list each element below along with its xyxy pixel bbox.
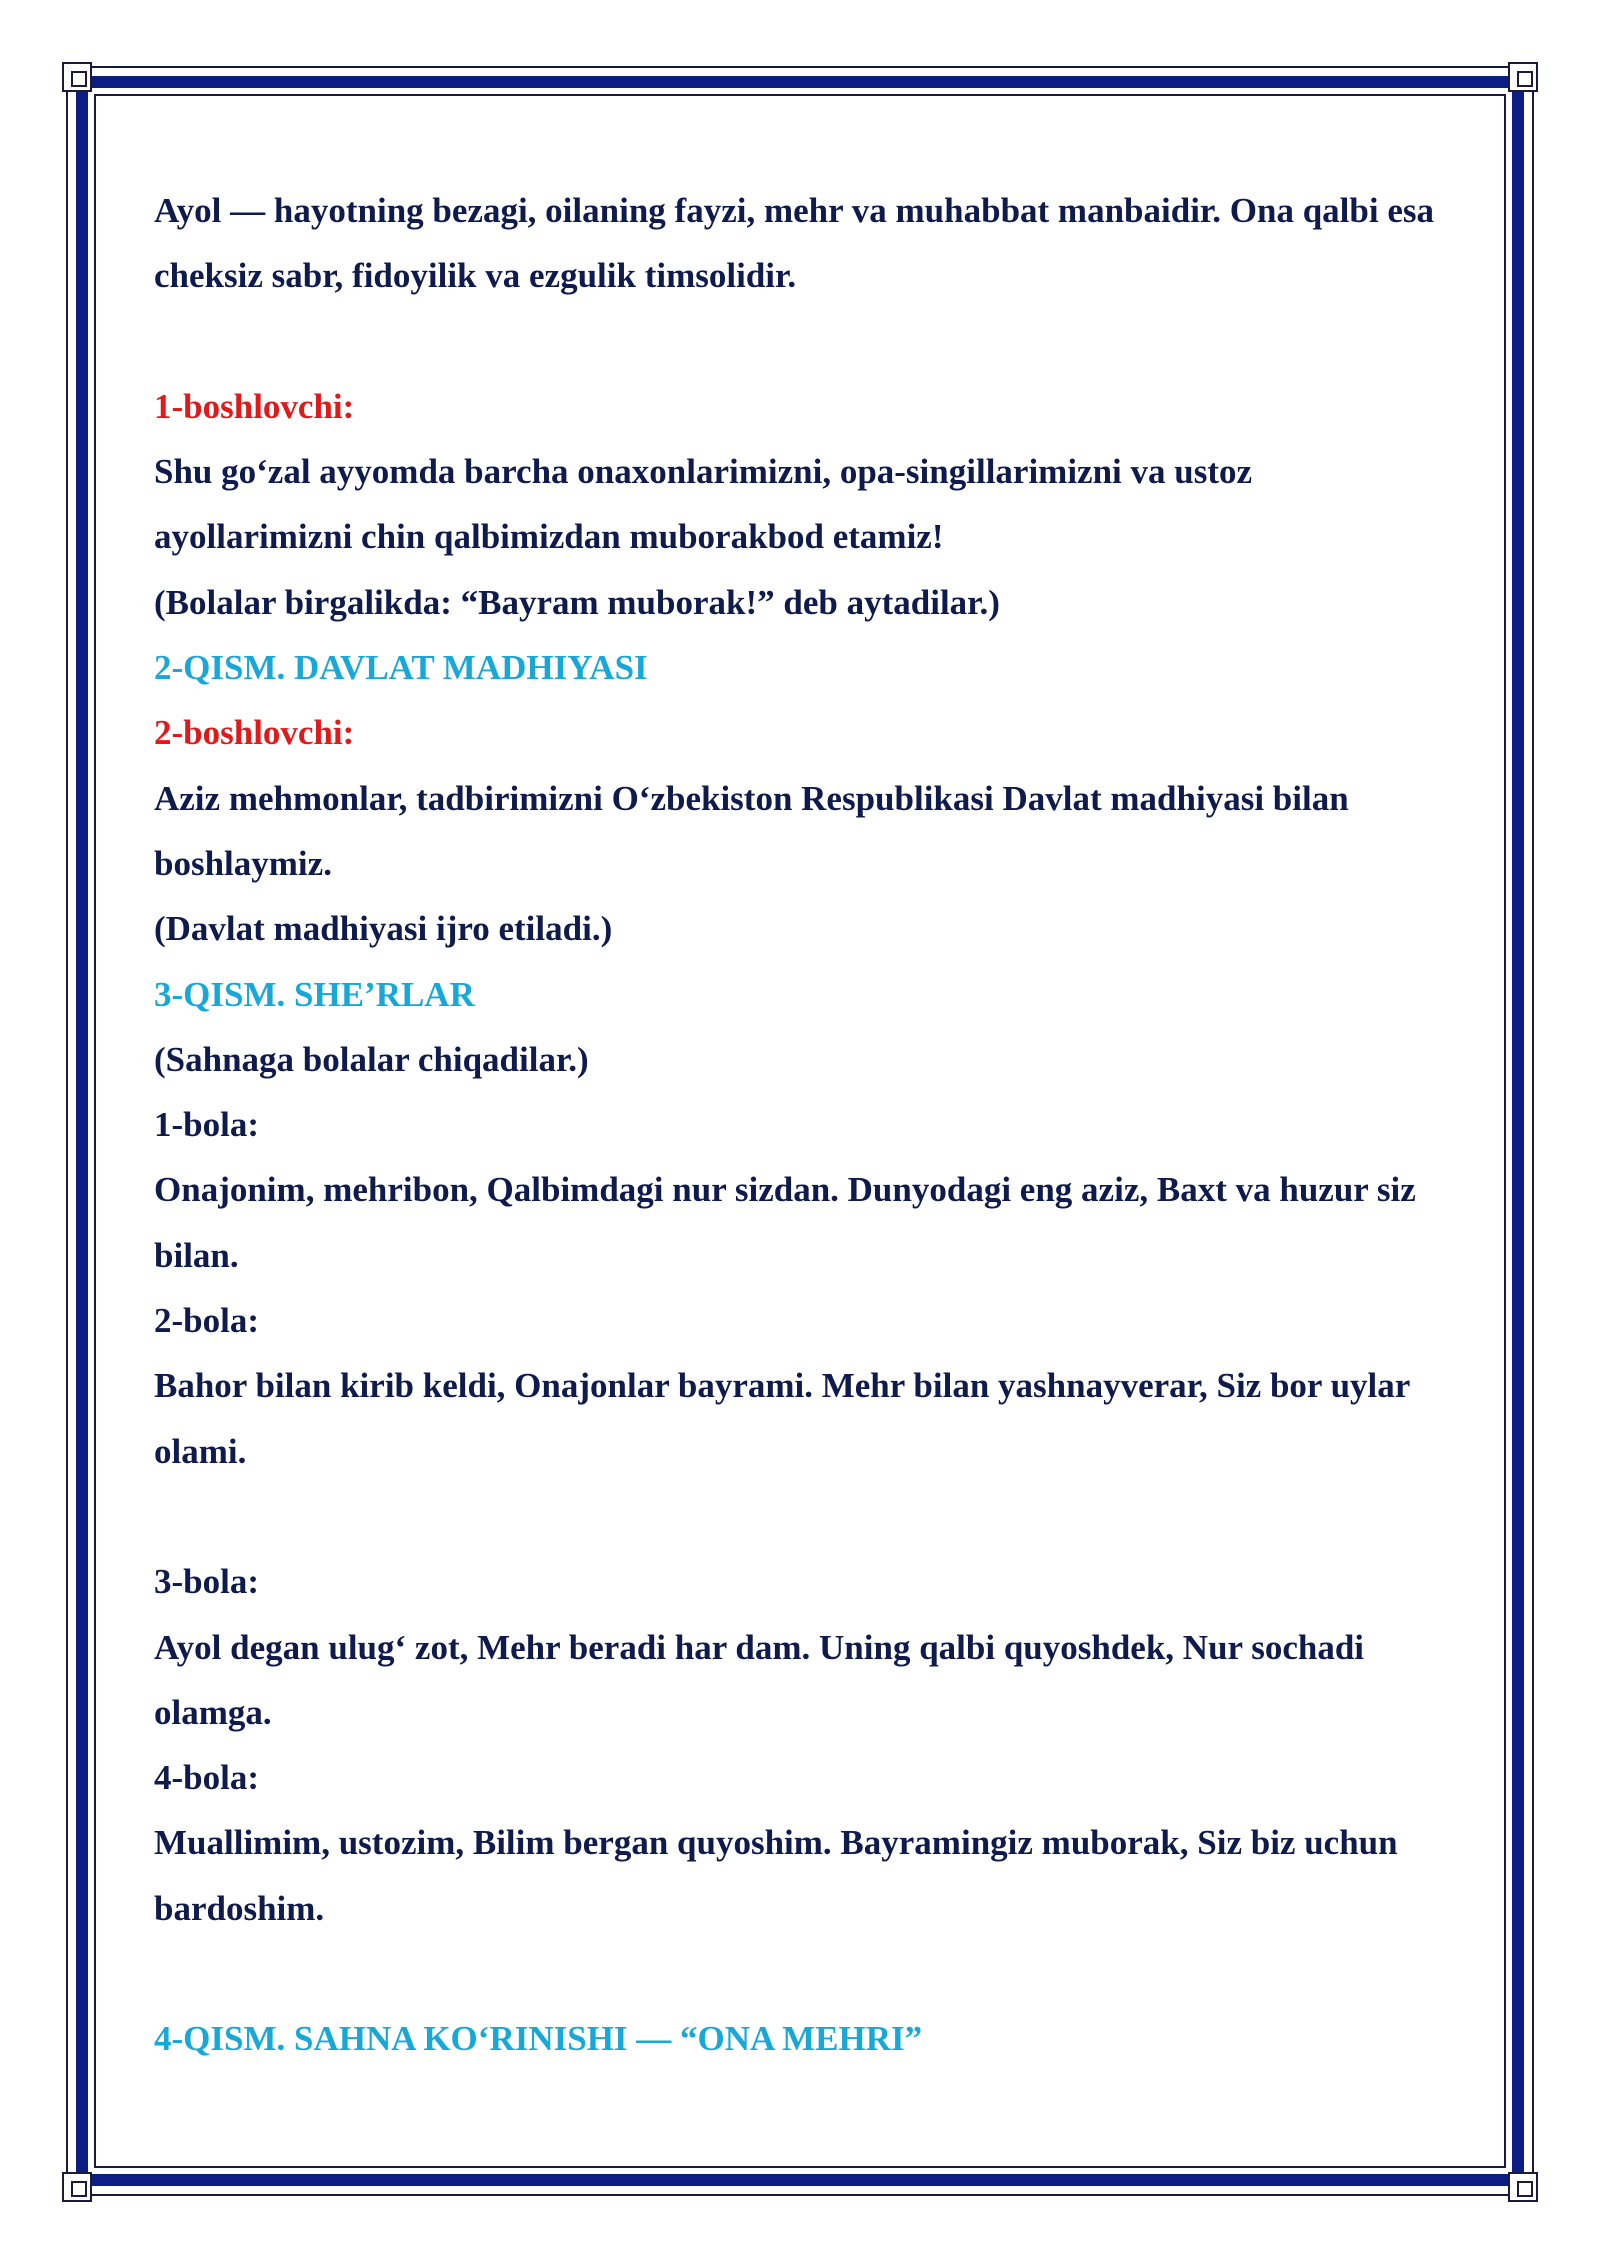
section3-heading: 3-QISM. SHE’RLAR (154, 974, 475, 1014)
child1-poem: Onajonim, mehribon, Qalbimdagi nur sizdan. Dunyodagi eng aziz, Baxt va huzur siz bilan. (154, 1170, 1416, 1275)
host2-text: Aziz mehmonlar, tadbirimizni O‘zbekiston Respublikasi Davlat madhiyasi bilan boshlaymiz. (154, 778, 1349, 883)
corner-ornament-top-right (1508, 62, 1538, 92)
corner-ornament-top-left (62, 62, 92, 92)
child1-label: 1-bola: (154, 1105, 259, 1145)
intro-paragraph: Ayol — hayotning bezagi, oilaning fayzi, mehr va muhabbat manbaidir. Ona qalbi esa cheksiz sabr, fidoyilik va ezgulik timsolidir. (154, 191, 1434, 296)
spacer (154, 309, 1454, 374)
section4-heading: 4-QISM. SAHNA KO‘RINISHI — “ONA MEHRI” (154, 2019, 923, 2059)
child2-poem: Bahor bilan kirib keldi, Onajonlar bayrami. Mehr bilan yashnayverar, Siz bor uylar olami. (154, 1366, 1410, 1471)
child3-label: 3-bola: (154, 1562, 259, 1602)
corner-ornament-bottom-left (62, 2172, 92, 2202)
spacer (154, 1484, 1454, 1549)
spacer (154, 1941, 1454, 2006)
host1-text: Shu go‘zal ayyomda barcha onaxonlarimizni, opa-singillarimizni va ustoz ayollarimizni chin qalbimizdan muborakbod etamiz! (154, 452, 1253, 557)
corner-ornament-bottom-right (1508, 2172, 1538, 2202)
document-body (154, 178, 1454, 2072)
child4-label: 4-bola: (154, 1758, 259, 1798)
section3-note: (Sahnaga bolalar chiqadilar.) (154, 1039, 589, 1079)
child4-poem: Muallimim, ustozim, Bilim bergan quyoshim. Bayramingiz muborak, Siz biz uchun bardoshim. (154, 1823, 1398, 1928)
host2-note: (Davlat madhiyasi ijro etiladi.) (154, 909, 613, 949)
host1-label: 1-boshlovchi: (154, 386, 355, 426)
host2-label: 2-boshlovchi: (154, 713, 355, 753)
host1-note: (Bolalar birgalikda: “Bayram muborak!” deb aytadilar.) (154, 582, 1000, 622)
child2-label: 2-bola: (154, 1301, 259, 1341)
child3-poem: Ayol degan ulug‘ zot, Mehr beradi har dam. Uning qalbi quyoshdek, Nur sochadi olamga. (154, 1627, 1365, 1732)
section2-heading: 2-QISM. DAVLAT MADHIYASI (154, 648, 648, 688)
